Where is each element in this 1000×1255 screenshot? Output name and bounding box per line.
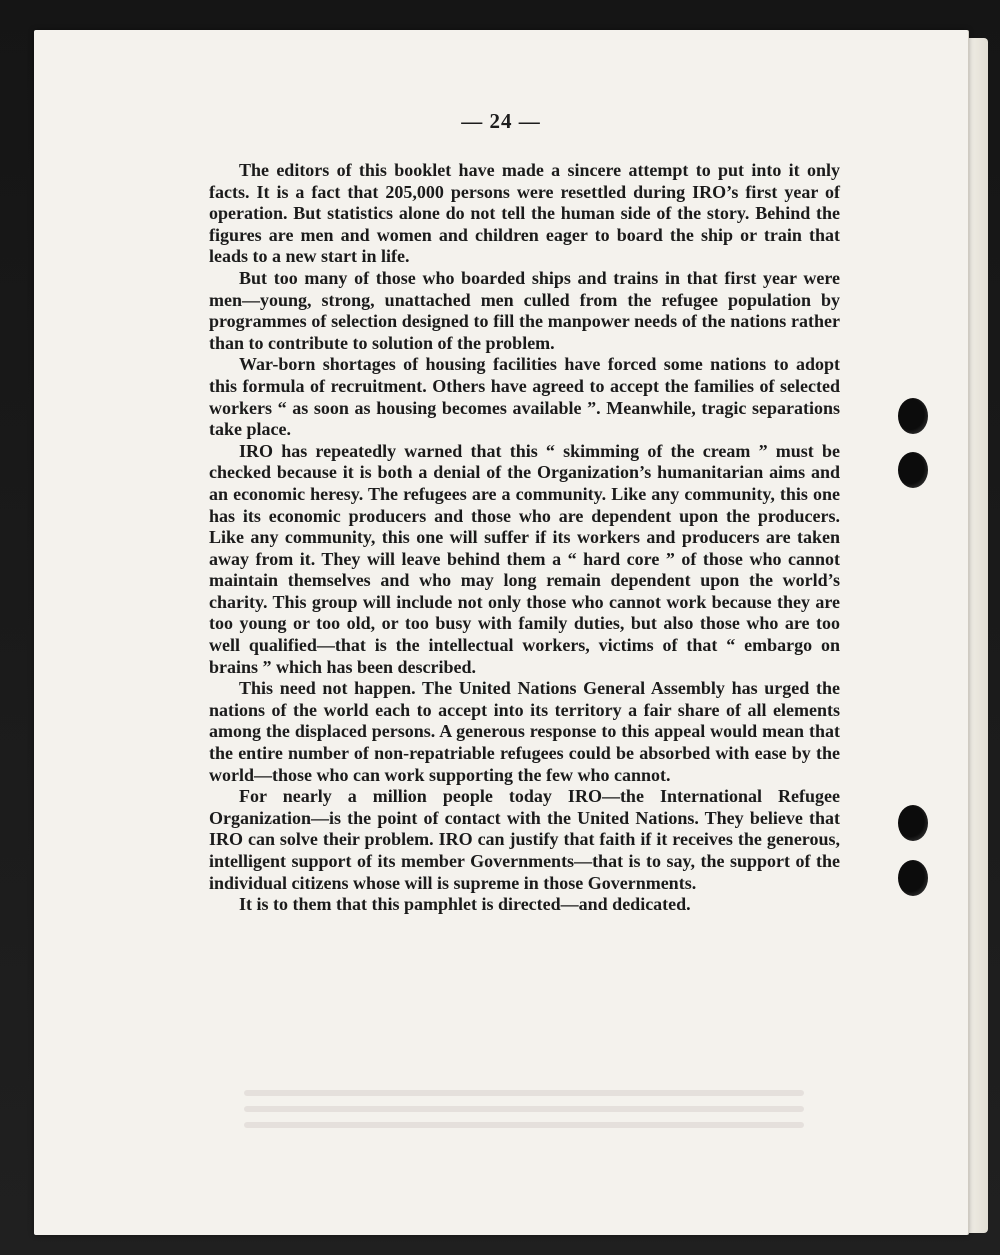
binder-hole-icon — [898, 860, 928, 896]
paragraph: It is to them that this pamphlet is directed—and dedicated. — [239, 894, 691, 915]
paragraph: War-born shortages of housing facilities have forced some nations to adopt this formula of recruitment. Others have agreed to accept the families of selected workers “ as soon as housing becomes available ”. Meanwhile, tragic separations take place. — [209, 354, 840, 440]
paragraph: For nearly a million people today IRO—the International Refugee Organization—is the point of contact with the United Nations. They believe that IRO can solve their problem. IRO can justify that faith if it receives the generous, intelligent support of its member Governments—that is to say, the support of the individual citizens whose will is supreme in those Governments. — [209, 786, 840, 893]
paragraph: This need not happen. The United Nations General Assembly has urged the nations of the world each to accept into its territory a fair share of all elements among the displaced persons. A generous response to this appeal would mean that the entire number of non-repatriable refugees could be absorbed with ease by the world—those who can work supporting the few who cannot. — [209, 678, 840, 785]
paragraph: IRO has repeatedly warned that this “ skimming of the cream ” must be checked because it is both a denial of the Organization’s humanitarian aims and an economic heresy. The refugees are a community. Like any community, this one has its economic producers and those who are dependent upon the producers. Like any community, this one will suffer if its workers and producers are taken away from it. They will leave behind them a “ hard core ” of those who cannot maintain themselves and who may long remain dependent upon the world’s charity. This group will include not only those who cannot work because they are too young or too old, or too busy with family duties, but also those who are too well qualified—that is the intellectual workers, victims of that “ embargo on brains ” which has been described. — [209, 440, 840, 677]
binder-hole-icon — [898, 398, 928, 434]
page-number: — 24 — — [461, 109, 541, 133]
paragraph: The editors of this booklet have made a sincere attempt to put into it only facts. It is a fact that 205,000 persons were resettled during IRO’s first year of operation. But statistics alone do not tell the human side of the story. Behind the figures are men and women and children eager to board the ship or train that leads to a new start in life. — [209, 160, 840, 267]
bleed-through-shadow — [244, 1080, 804, 1135]
paragraph: But too many of those who boarded ships and trains in that first year were men—young, strong, unattached men culled from the refugee population by programmes of selection designed to fill the manpower needs of the nations rather than to contribute to solution of the problem. — [209, 267, 840, 353]
binder-hole-icon — [898, 805, 928, 841]
binder-hole-icon — [898, 452, 928, 488]
body-text — [209, 160, 840, 916]
document-page — [34, 30, 968, 1235]
